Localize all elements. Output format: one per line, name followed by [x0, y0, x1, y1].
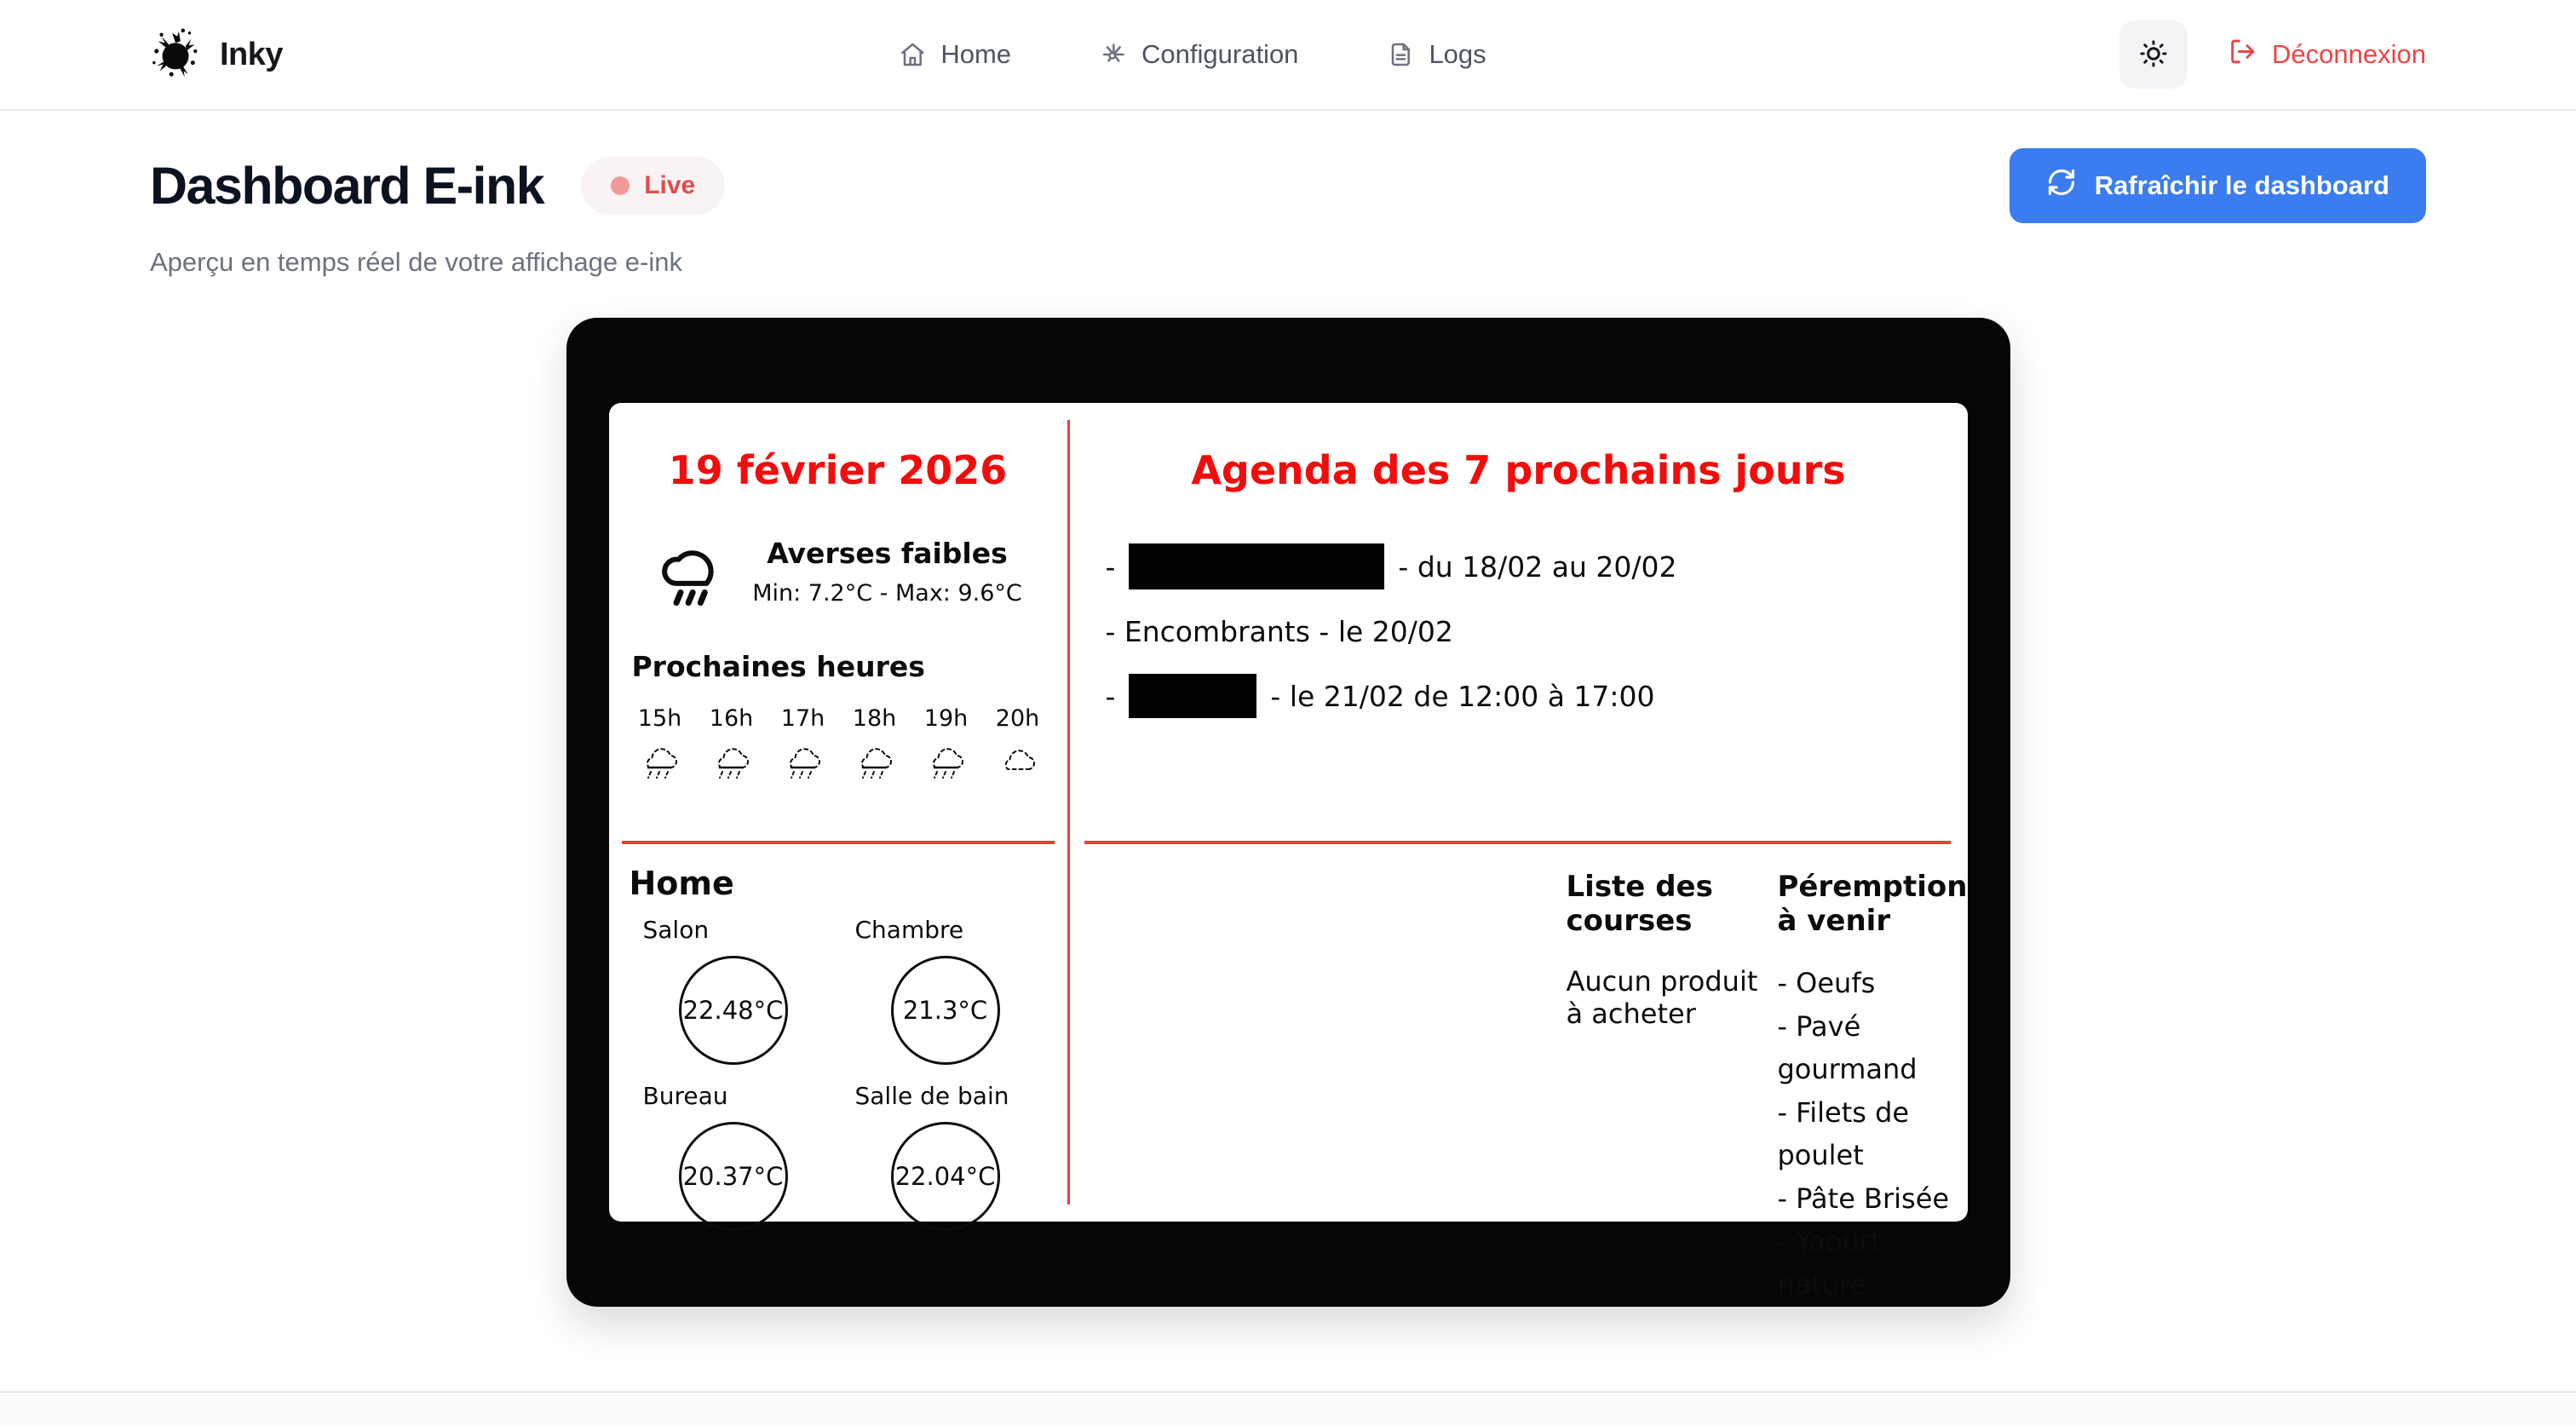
agenda-item: [1106, 543, 1968, 590]
header-actions: [2119, 20, 2426, 89]
room-name: Salon: [642, 916, 710, 944]
mini-cloud-rain-icon: [624, 740, 696, 785]
mini-cloud-rain-icon: [768, 740, 839, 785]
agenda-item-text: - le 21/02 de 12:00 à 17:00: [1270, 679, 1655, 713]
live-label: Live: [644, 171, 696, 199]
nav-label: Logs: [1429, 39, 1486, 69]
nav-label: Configuration: [1141, 39, 1299, 69]
page-subtitle: Aperçu en temps réel de votre affichage e-ink: [150, 247, 682, 277]
nav-item-home[interactable]: [899, 39, 1011, 70]
room-name: Chambre: [854, 916, 964, 944]
room-name: Salle de bain: [854, 1082, 1009, 1110]
expiry-section: [1762, 849, 1967, 1306]
mini-cloud-rain-icon: [911, 740, 982, 785]
hour-label: 19h: [923, 705, 969, 732]
room-temperature: 22.48°C: [679, 956, 788, 1065]
redacted-block: [1129, 674, 1256, 718]
nav-label: Home: [940, 39, 1012, 69]
footer-divider: [0, 1391, 2576, 1426]
eink-left-column: [609, 403, 1067, 1222]
mini-cloud-icon: [982, 740, 1054, 785]
mini-cloud-rain-icon: [839, 740, 911, 785]
hour-label: 20h: [995, 705, 1040, 732]
expiry-item: - Yaourt nature: [1777, 1225, 1882, 1301]
refresh-icon: [2046, 167, 2077, 204]
room-name: Bureau: [642, 1082, 728, 1110]
ink-splat-icon: [150, 26, 203, 83]
shopping-list-title: Liste des courses: [1566, 870, 1713, 938]
weather-minmax: Min: 7.2°C - Max: 9.6°C: [752, 580, 1022, 607]
next-hours-title: Prochaines heures: [631, 650, 925, 683]
main-nav: [899, 39, 1486, 70]
file-text-icon: [1387, 41, 1414, 68]
home-icon: [899, 41, 926, 68]
refresh-button-label: Rafraîchir le dashboard: [2094, 170, 2389, 200]
eink-device-bezel: [566, 318, 2010, 1307]
settings-icon: [1100, 41, 1127, 68]
home-section-title: Home: [629, 865, 734, 902]
agenda-item-dash: -: [1105, 549, 1116, 584]
home-sensors-section: [609, 849, 1067, 1231]
top-navbar: [0, 0, 2576, 111]
weather-summary: [609, 531, 1067, 612]
sun-icon: [2138, 38, 2169, 72]
agenda-items: [1106, 543, 1968, 720]
refresh-dashboard-button[interactable]: [2010, 148, 2426, 223]
hour-icons-row: [624, 740, 1067, 785]
cloud-rain-icon: [653, 531, 728, 612]
shopping-list-section: [1531, 849, 1762, 1306]
room-temperature: 21.3°C: [891, 956, 1000, 1065]
weather-condition: Averses faibles: [767, 537, 1008, 570]
room-chambre: [855, 916, 1067, 1065]
logout-icon: [2228, 37, 2257, 72]
room-temperature: 20.37°C: [679, 1122, 788, 1231]
logout-button[interactable]: [2228, 37, 2426, 72]
hours-row: [624, 705, 1067, 732]
hour-label: 18h: [852, 705, 897, 732]
live-dot-icon: [611, 176, 630, 195]
room-bureau: [643, 1082, 855, 1231]
agenda-item-text: - Encombrants - le 20/02: [1105, 614, 1453, 648]
nav-item-logs[interactable]: [1387, 39, 1486, 70]
redacted-block: [1129, 543, 1384, 589]
agenda-item-dash: -: [1105, 679, 1116, 713]
eink-preview-wrapper: [0, 318, 2576, 1307]
agenda-item: [1106, 672, 1968, 720]
brand-name: Inky: [220, 36, 284, 72]
live-status-badge: [581, 157, 725, 215]
eink-bottom-right: [1531, 849, 1968, 1306]
room-temperature: 22.04°C: [891, 1122, 1000, 1231]
expiry-list: [1777, 962, 1967, 1306]
hour-label: 17h: [780, 705, 825, 732]
expiry-item: - Pavé gourmand: [1777, 1009, 1918, 1086]
expiry-title: Péremption à venir: [1777, 870, 1968, 938]
agenda-item: [1106, 607, 1968, 655]
eink-right-column: [1070, 403, 1968, 1301]
mini-cloud-rain-icon: [696, 740, 768, 785]
hour-label: 16h: [709, 705, 754, 732]
expiry-item: - Pâte Brisée: [1777, 1182, 1950, 1215]
room-salon: [643, 916, 855, 1065]
page-head: [0, 111, 2576, 278]
brand[interactable]: [150, 26, 283, 83]
nav-item-configuration[interactable]: [1100, 39, 1298, 70]
logout-label: Déconnexion: [2272, 39, 2426, 69]
room-salle-de-bain: [855, 1082, 1067, 1231]
hour-label: 15h: [637, 705, 682, 732]
rooms-grid: [643, 916, 1067, 1231]
agenda-item-text: - du 18/02 au 20/02: [1398, 549, 1677, 584]
shopping-list-empty-text: Aucun produit à acheter: [1566, 965, 1758, 1030]
agenda-title: Agenda des 7 prochains jours: [1191, 447, 1846, 493]
eink-date: 19 février 2026: [668, 447, 1008, 493]
expiry-item: - Oeufs: [1777, 967, 1876, 999]
page-title: Dashboard E-ink: [150, 157, 544, 215]
expiry-item: - Filets de poulet: [1777, 1095, 1910, 1172]
theme-toggle-button[interactable]: [2119, 20, 2188, 89]
eink-screen: [609, 403, 1968, 1301]
